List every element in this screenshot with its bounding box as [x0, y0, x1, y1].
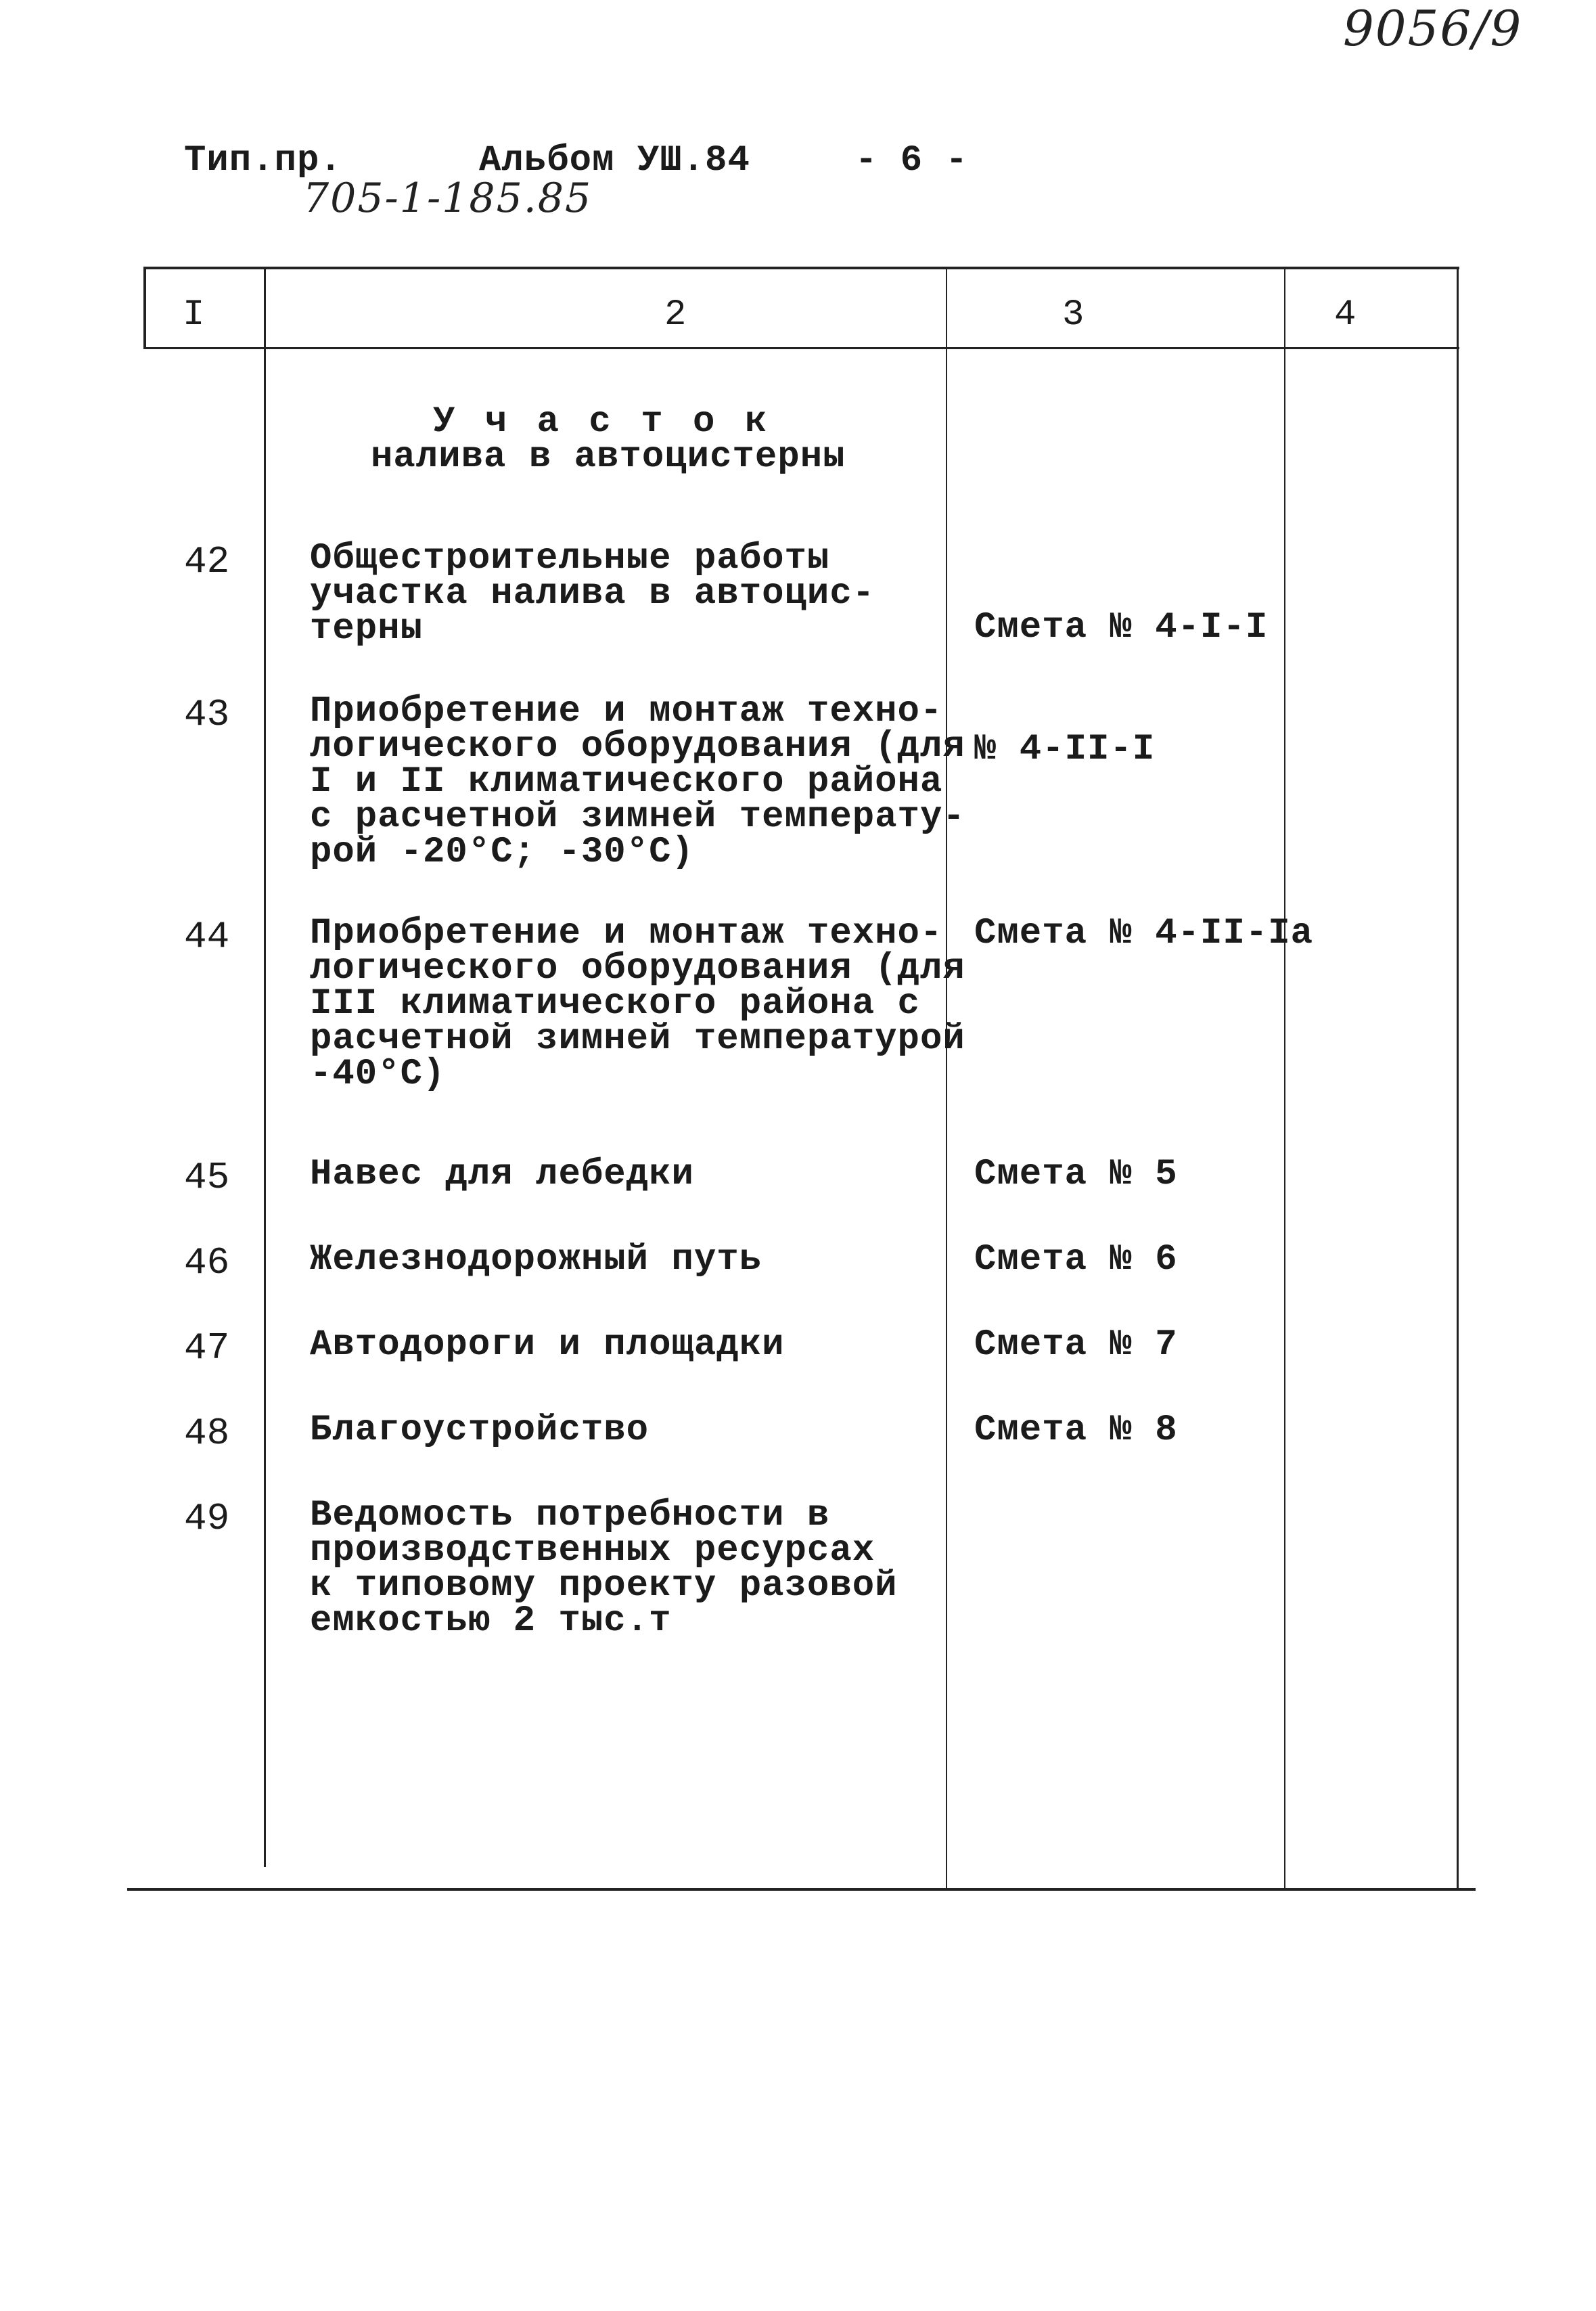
row-description: Ведомость потребности в производственных ресурсах к типовому проекту разовой емкостью 2 тыс.т	[310, 1495, 898, 1642]
row-description: Приобретение и монтаж техно- логического оборудования (для III климатического района с расчетной зимней температурой -40°С)	[310, 913, 965, 1095]
section-heading-title: У ч а с т о к	[433, 401, 771, 443]
row-description: Железнодорожный путь	[310, 1239, 762, 1280]
column-header-3: 3	[1062, 294, 1085, 336]
page-number: - 6 -	[855, 140, 969, 181]
row-estimate-ref: Смета № 4-II-Ia	[974, 913, 1314, 954]
row-number: 49	[184, 1497, 230, 1540]
archive-number: 9056/9	[1343, 0, 1523, 57]
row-description: Общестроительные работы участка налива в автоцис- терны	[310, 538, 875, 650]
row-estimate-ref: Смета № 4-I-I	[974, 607, 1269, 648]
row-description: Приобретение и монтаж техно- логического оборудования (для I и II климатического района с расчетной зимней температу- рой -20°С; -30°С)	[310, 691, 965, 873]
row-estimate-ref: Смета № 8	[974, 1410, 1178, 1451]
row-estimate-ref: Смета № 7	[974, 1324, 1178, 1366]
row-description: Навес для лебедки	[310, 1154, 694, 1195]
row-description: Автодороги и площадки	[310, 1324, 785, 1366]
row-number: 42	[184, 540, 230, 583]
row-number: 43	[184, 693, 230, 736]
row-number: 46	[184, 1241, 230, 1284]
album-label: Альбом УШ.84	[479, 140, 750, 181]
row-estimate-ref: Смета № 5	[974, 1154, 1178, 1195]
project-number: 705-1-185.85	[303, 175, 593, 222]
row-number: 47	[184, 1326, 230, 1370]
section-heading-subtitle: налива в автоцистерны	[371, 436, 846, 478]
row-description: Благоустройство	[310, 1410, 649, 1451]
column-header-2: 2	[664, 294, 687, 336]
row-number: 44	[184, 915, 230, 958]
column-header-4: 4	[1334, 294, 1356, 336]
row-estimate-ref: № 4-II-I	[974, 729, 1156, 770]
row-number: 48	[184, 1412, 230, 1455]
series-label: Тип.пр.	[184, 140, 342, 181]
column-header-1: I	[183, 294, 205, 336]
row-number: 45	[184, 1156, 230, 1199]
row-estimate-ref: Смета № 6	[974, 1239, 1178, 1280]
